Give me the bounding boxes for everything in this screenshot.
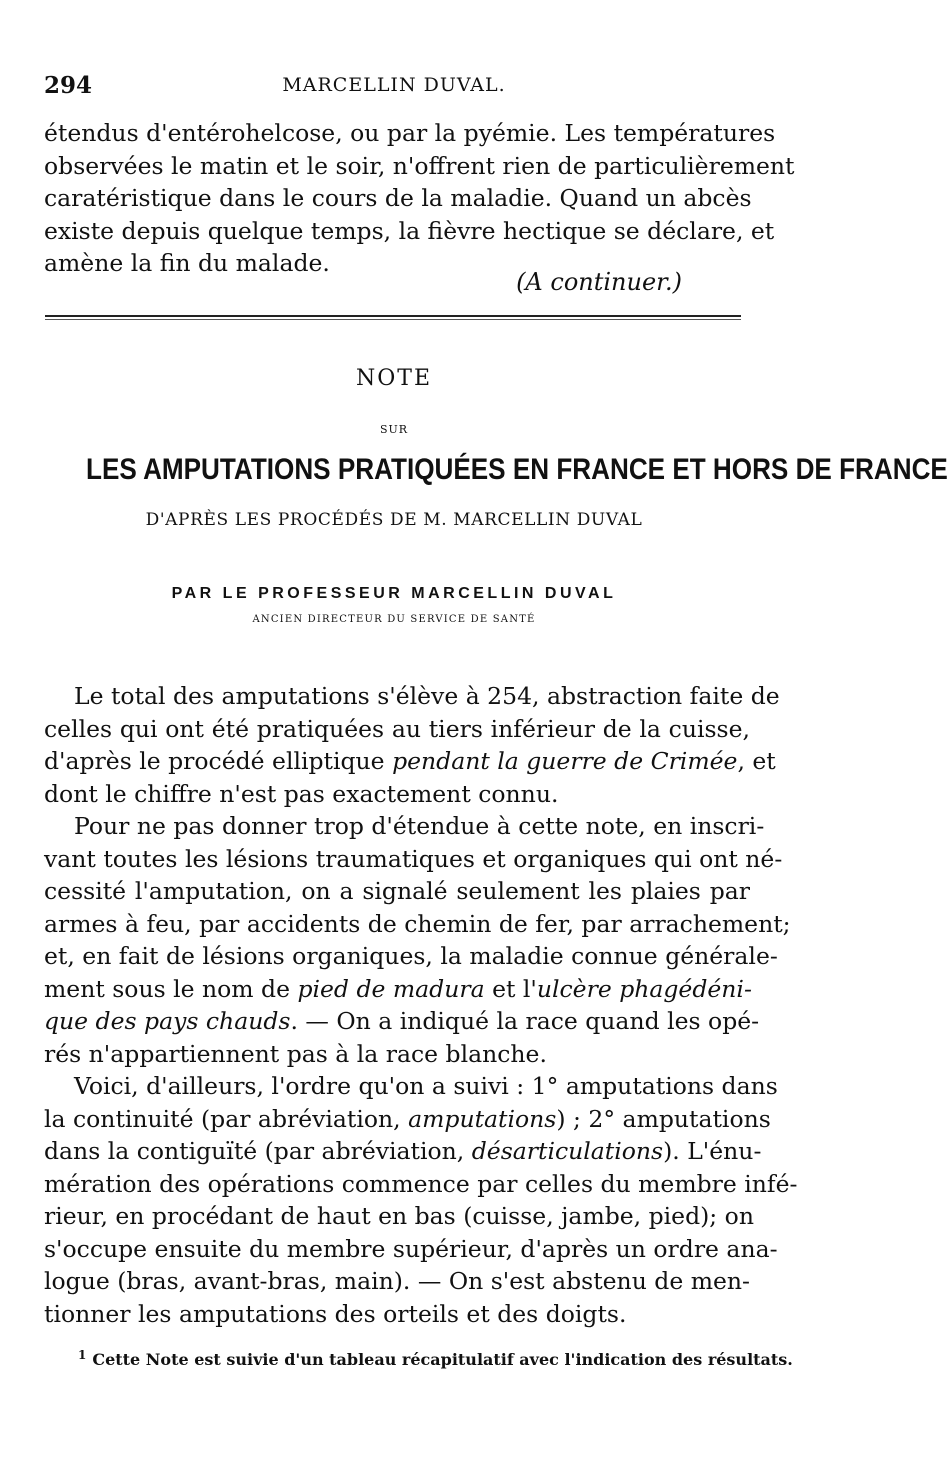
section-divider-thin bbox=[45, 319, 741, 320]
text-line: rés n'appartiennent pas à la race blanche. bbox=[44, 1039, 547, 1068]
text-line: la continuité (par abréviation, amputations) ; 2° amputations bbox=[44, 1104, 771, 1133]
paragraph-3 bbox=[44, 1070, 798, 1330]
paragraph-1 bbox=[44, 680, 780, 810]
italic-text: amputations bbox=[408, 1104, 557, 1133]
footnote bbox=[78, 1348, 793, 1369]
text-line: dont le chiffre n'est pas exactement connu. bbox=[44, 779, 559, 808]
text-line: Voici, d'ailleurs, l'ordre qu'on a suivi : 1° amputations dans bbox=[74, 1072, 778, 1100]
text-line: s'occupe ensuite du membre supérieur, d'après un ordre ana- bbox=[44, 1234, 778, 1263]
previous-article-text bbox=[44, 117, 795, 280]
text-line: caratéristique dans le cours de la maladie. Quand un abcès bbox=[44, 184, 752, 212]
text-line: existe depuis quelque temps, la fièvre hectique se déclare, et bbox=[44, 216, 775, 245]
article-author: PAR LE PROFESSEUR MARCELLIN DUVAL bbox=[171, 585, 617, 602]
continuation-note: (A continuer.) bbox=[516, 268, 682, 296]
page-header bbox=[44, 72, 744, 106]
text-line: ment sous le nom de pied de madura et l'ulcère phagédéni- bbox=[44, 974, 752, 1003]
italic-text: désarticulations bbox=[471, 1137, 664, 1165]
footnote-mark: 1 bbox=[78, 1348, 87, 1362]
text-line: logue (bras, avant-bras, main). — On s'est abstenu de men- bbox=[44, 1267, 750, 1295]
text-line: dans la contiguïté (par abréviation, désarticulations). L'énu- bbox=[44, 1137, 762, 1165]
section-divider bbox=[45, 315, 741, 317]
text-line: rieur, en procédant de haut en bas (cuisse, jambe, pied); on bbox=[44, 1202, 754, 1230]
running-head: MARCELLIN DUVAL. bbox=[282, 74, 506, 96]
article-sur: SUR bbox=[379, 423, 409, 436]
paragraph-2 bbox=[44, 810, 791, 1070]
italic-text: que des pays chauds bbox=[44, 1007, 291, 1035]
article-title: LES AMPUTATIONS PRATIQUÉES EN FRANCE ET HORS DE FRANCE bbox=[86, 453, 948, 486]
text-line: observées le matin et le soir, n'offrent rien de particulièrement bbox=[44, 151, 795, 180]
text-line: armes à feu, par accidents de chemin de fer, par arrachement; bbox=[44, 909, 791, 938]
text-line: d'après le procédé elliptique pendant la guerre de Crimée, et bbox=[44, 747, 776, 775]
text-line: cessité l'amputation, on a signalé seulement les plaies par bbox=[44, 877, 750, 905]
text-line: étendus d'entérohelcose, ou par la pyémie. Les températures bbox=[44, 119, 776, 147]
author-role: ANCIEN DIRECTEUR DU SERVICE DE SANTÉ bbox=[252, 614, 536, 625]
text-line: vant toutes les lésions traumatiques et organiques qui ont né- bbox=[44, 844, 783, 873]
text-line: Pour ne pas donner trop d'étendue à cette note, en inscri- bbox=[74, 812, 765, 840]
article-subtitle: D'APRÈS LES PROCÉDÉS DE M. MARCELLIN DUVAL bbox=[145, 510, 643, 530]
text-line: celles qui ont été pratiquées au tiers inférieur de la cuisse, bbox=[44, 714, 750, 743]
text-line: mération des opérations commence par celles du membre infé- bbox=[44, 1169, 798, 1198]
italic-text: ulcère phagédéni- bbox=[536, 974, 752, 1003]
text-line: que des pays chauds. — On a indiqué la race quand les opé- bbox=[44, 1007, 760, 1035]
text-line: Le total des amputations s'élève à 254, abstraction faite de bbox=[74, 682, 780, 710]
footnote-text: Cette Note est suivie d'un tableau récapitulatif avec l'indication des résultats. bbox=[92, 1350, 793, 1369]
article-kicker: NOTE bbox=[355, 366, 433, 391]
page-number: 294 bbox=[44, 72, 93, 99]
text-line: et, en fait de lésions organiques, la maladie connue générale- bbox=[44, 942, 778, 970]
italic-text: pied de madura bbox=[297, 974, 485, 1003]
text-line: amène la fin du malade. bbox=[44, 249, 330, 277]
text-line: tionner les amputations des orteils et des doigts. bbox=[44, 1299, 627, 1328]
italic-text: pendant la guerre de Crimée bbox=[392, 747, 738, 775]
